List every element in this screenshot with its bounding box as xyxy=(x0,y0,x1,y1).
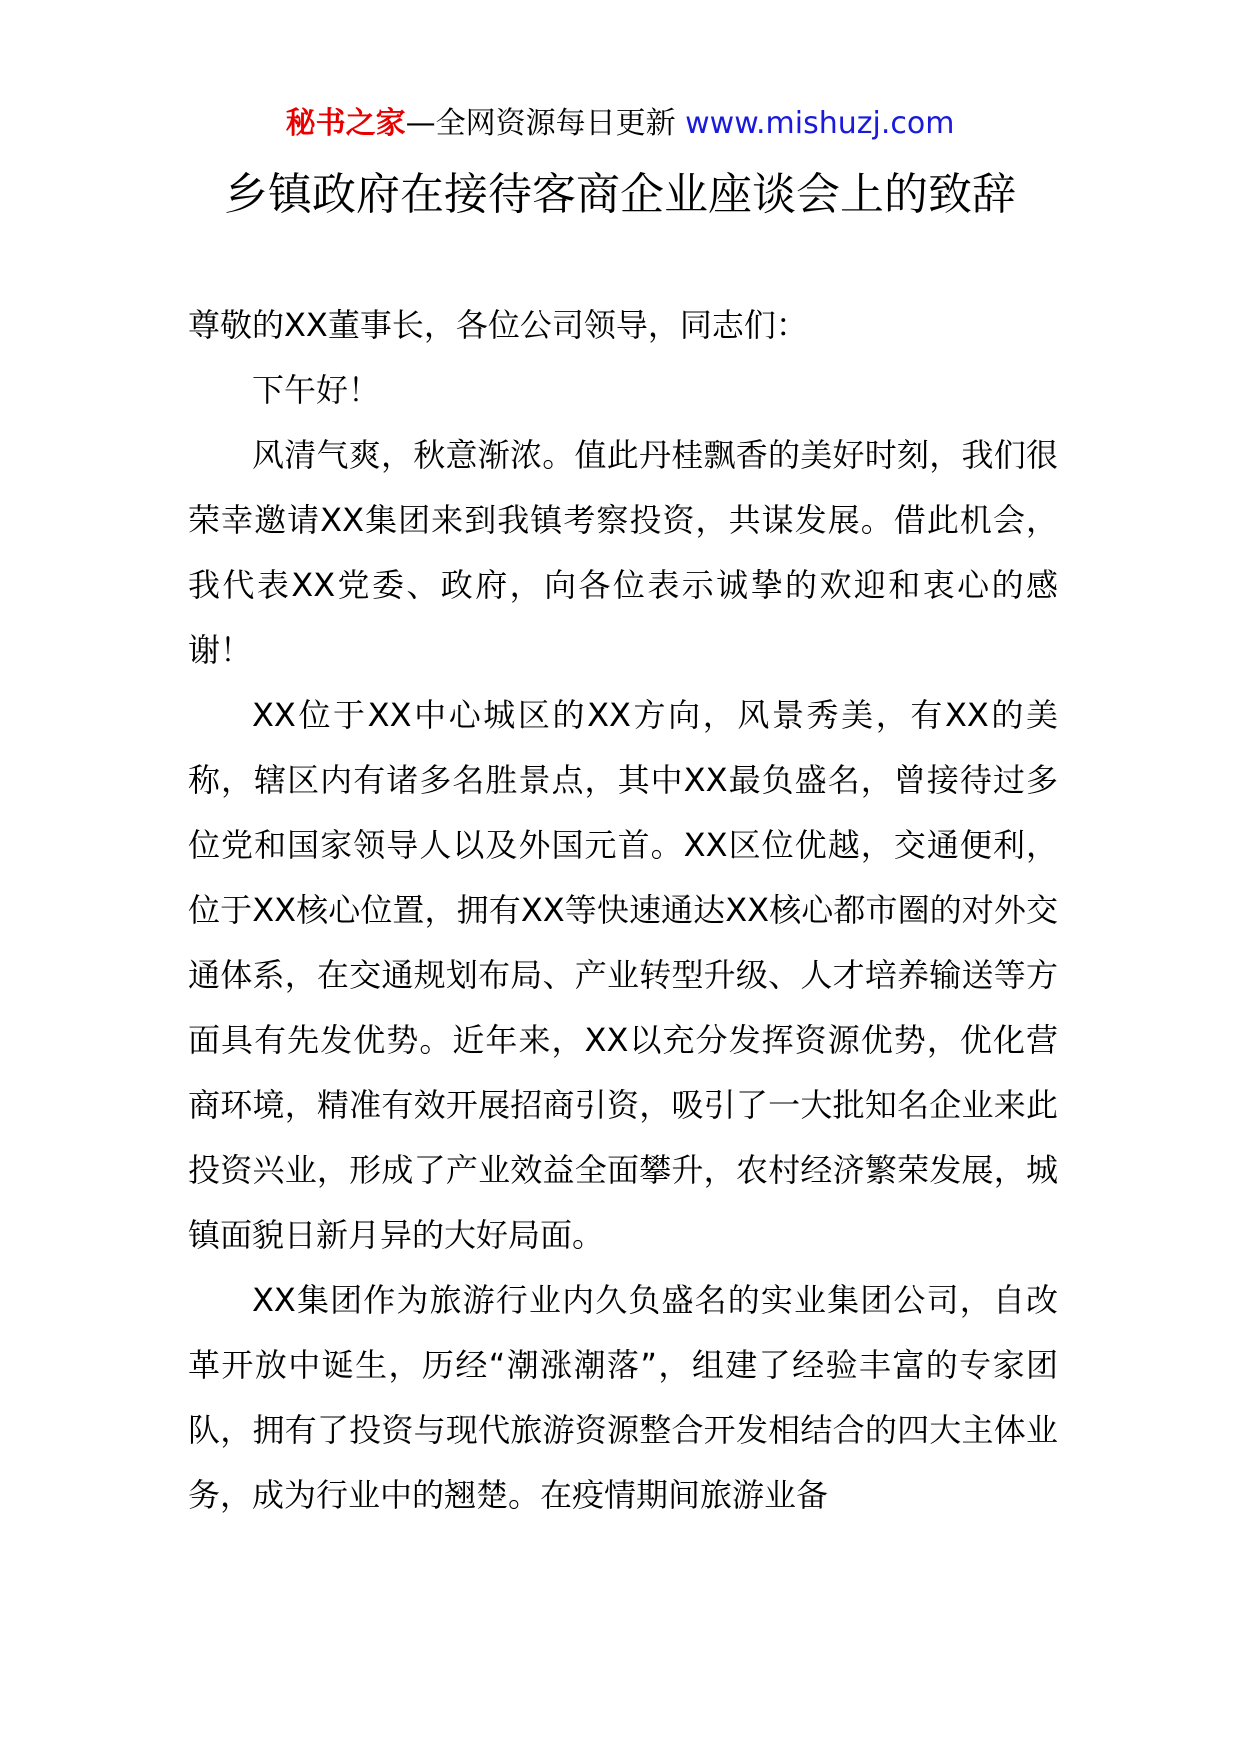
paragraph-welcome: 风清气爽，秋意渐浓。值此丹桂飘香的美好时刻，我们很荣幸邀请XX集团来到我镇考察投资，共谋发展。借此机会，我代表XX党委、政府，向各位表示诚挚的欢迎和衷心的感谢！ xyxy=(188,436,1058,669)
document-body xyxy=(188,293,1058,1528)
site-header xyxy=(0,104,1240,144)
site-url-link[interactable]: www.mishuzj.com xyxy=(685,106,955,141)
brand-name: 秘书之家 xyxy=(285,106,406,141)
site-tagline: —全网资源每日更新 xyxy=(405,106,686,141)
salutation: 尊敬的XX董事长，各位公司领导，同志们： xyxy=(188,306,808,344)
paragraph-town-intro: XX位于XX中心城区的XX方向，风景秀美，有XX的美称，辖区内有诸多名胜景点，其中XX最负盛名，曾接待过多位党和国家领导人以及外国元首。XX区位优越，交通便利，位于XX核心位置，拥有XX等快速通达XX核心都市圈的对外交通体系，在交通规划布局、产业转型升级、人才培养输送等方面具有先发优势。近年来，XX以充分发挥资源优势，优化营商环境，精准有效开展招商引资，吸引了一大批知名企业来此投资兴业，形成了产业效益全面攀升，农村经济繁荣发展，城镇面貌日新月异的大好局面。 xyxy=(188,696,1058,1254)
document-title: 乡镇政府在接待客商企业座谈会上的致辞 xyxy=(224,169,1016,220)
paragraph-group-intro: XX集团作为旅游行业内久负盛名的实业集团公司，自改革开放中诞生，历经“潮涨潮落”，组建了经验丰富的专家团队，拥有了投资与现代旅游资源整合开发相结合的四大主体业务，成为行业中的翘楚。在疫情期间旅游业备 xyxy=(188,1281,1058,1514)
paragraph-greeting: 下午好！ xyxy=(252,371,381,409)
